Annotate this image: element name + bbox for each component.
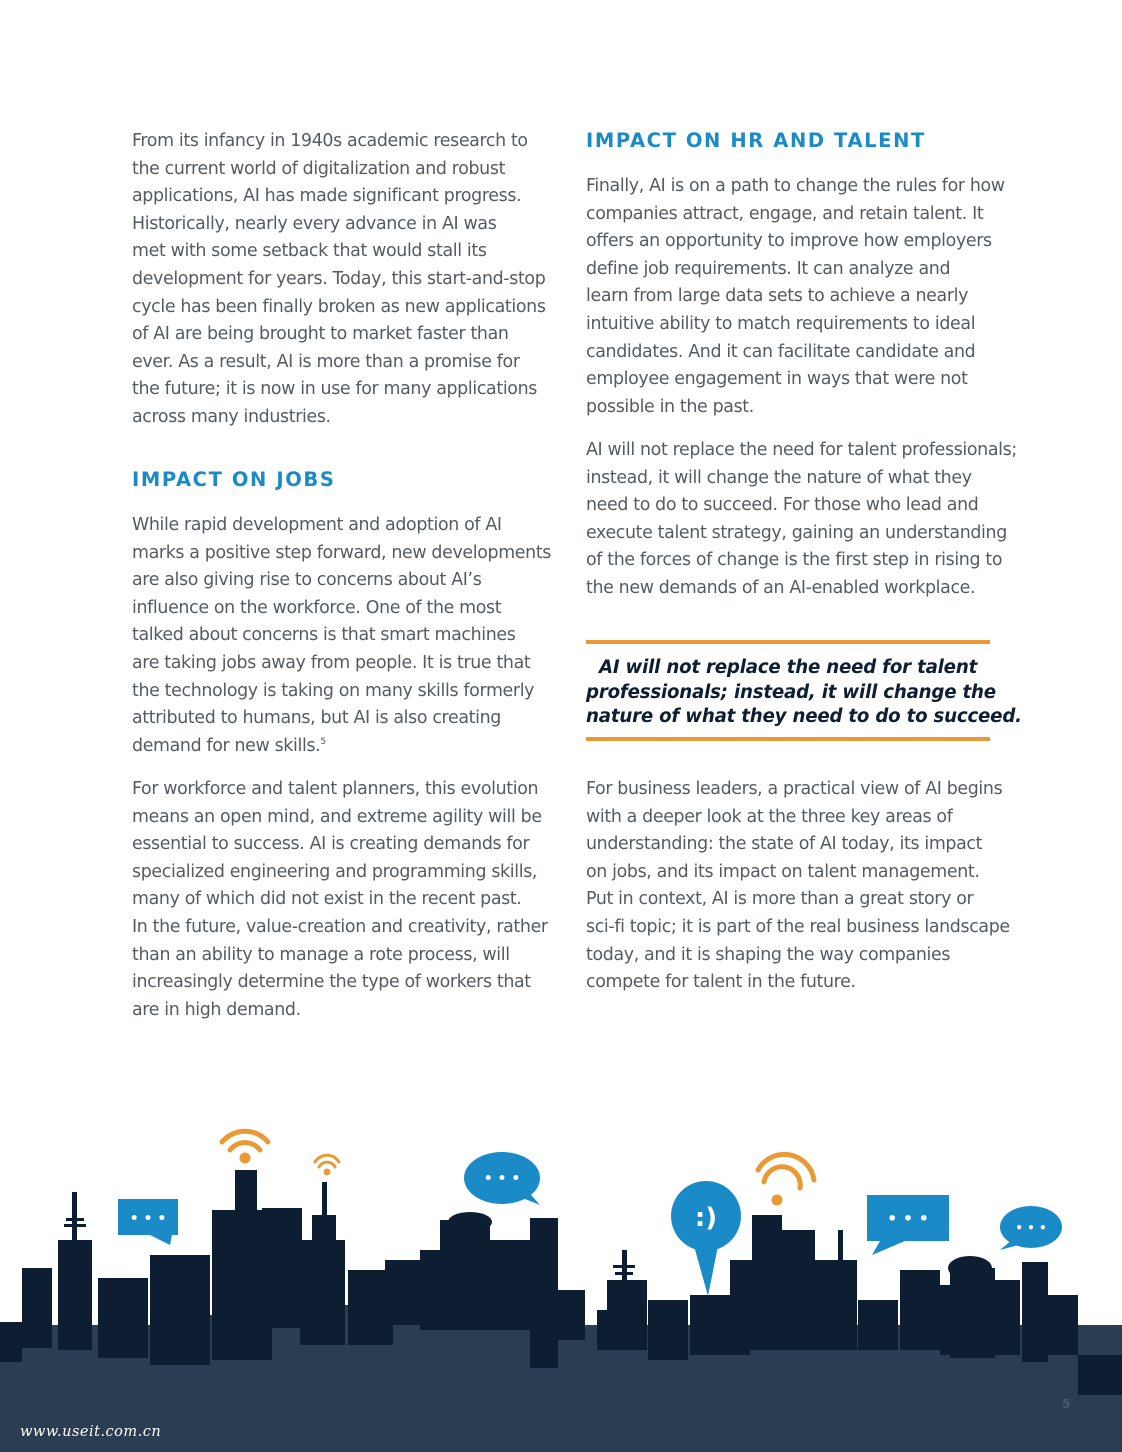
intro-paragraph xyxy=(132,128,552,432)
text-line: professionals; instead, it will change the xyxy=(586,681,996,703)
text-line: applications, AI has made significant progress. xyxy=(132,186,522,207)
text-line: compete for talent in the future. xyxy=(586,972,856,993)
chat-bubble-icon xyxy=(464,1152,540,1205)
text-line: are in high demand. xyxy=(132,999,301,1020)
text-line: essential to success. AI is creating demands for xyxy=(132,834,530,855)
page-number: 5 xyxy=(1062,1397,1071,1411)
text-line: While rapid development and adoption of AI xyxy=(132,515,502,535)
text-line: define job requirements. It can analyze and xyxy=(586,258,951,279)
text-line: cycle has been finally broken as new applications xyxy=(132,296,546,317)
wifi-icon xyxy=(758,1154,814,1203)
text-line: understanding: the state of AI today, its impact xyxy=(586,834,983,855)
chat-bubble-icon xyxy=(118,1199,178,1245)
text-line: AI will not replace the need for talent professionals; xyxy=(586,440,1017,460)
text-line: In the future, value-creation and creativity, rather xyxy=(132,916,548,937)
text-line: ever. As a result, AI is more than a promise for xyxy=(132,351,520,372)
text-line: than an ability to manage a rote process, will xyxy=(132,944,510,965)
text-line: AI will not replace the need for talent xyxy=(598,657,978,678)
text-line: nature of what they need to do to succeed. xyxy=(586,706,1022,728)
text-line: For business leaders, a practical view of AI begins xyxy=(586,779,1003,799)
smiley-face: :) xyxy=(694,1203,718,1233)
text-line xyxy=(132,733,552,761)
text-line: need to do to succeed. For those who lead and xyxy=(586,495,979,516)
text-line: with a deeper look at the three key areas of xyxy=(586,806,953,827)
text-line: offers an opportunity to improve how employers xyxy=(586,231,992,252)
text-fragment: demand for new skills. xyxy=(132,735,321,756)
text-line: of the forces of change is the first step in rising to xyxy=(586,550,1003,571)
text-line: attributed to humans, but AI is also creating xyxy=(132,708,501,729)
text-line: Finally, AI is on a path to change the rules for how xyxy=(586,176,1005,196)
text-line: met with some setback that would stall its xyxy=(132,241,487,262)
text-line: marks a positive step forward, new developments xyxy=(132,542,552,563)
text-line: Historically, nearly every advance in AI was xyxy=(132,213,497,234)
text-line: today, and it is shaping the way companies xyxy=(586,944,951,965)
text-line: the new demands of an AI-enabled workplace. xyxy=(586,577,976,598)
bubble-dots: • • • xyxy=(887,1209,929,1228)
jobs-paragraph-2 xyxy=(132,776,552,1024)
text-line: For workforce and talent planners, this evolution xyxy=(132,779,539,799)
text-line: development for years. Today, this start-and-stop xyxy=(132,268,546,289)
text-line: across many industries. xyxy=(132,406,331,427)
text-line: companies attract, engage, and retain talent. It xyxy=(586,203,984,224)
text-line: execute talent strategy, gaining an understanding xyxy=(586,522,1007,543)
text-line: the future; it is now in use for many applications xyxy=(132,379,537,400)
bubble-dots: • • • xyxy=(129,1211,167,1227)
text-line: intuitive ability to match requirements to ideal xyxy=(586,313,976,334)
jobs-paragraph-1 xyxy=(132,512,552,760)
impact-on-jobs-heading: IMPACT ON JOBS xyxy=(132,468,336,491)
hr-paragraph-1 xyxy=(586,173,1006,421)
text-line: of AI are being brought to market faster than xyxy=(132,324,509,345)
text-line: learn from large data sets to achieve a nearly xyxy=(586,286,969,307)
hr-paragraph-2 xyxy=(586,437,1017,603)
wifi-icon xyxy=(222,1131,268,1161)
text-line: From its infancy in 1940s academic research to xyxy=(132,131,528,151)
bubble-dots: • • • xyxy=(483,1171,521,1187)
text-line: Put in context, AI is more than a great story or xyxy=(586,889,974,910)
text-line: possible in the past. xyxy=(586,396,754,417)
city-skyline-illustration xyxy=(0,1100,1122,1452)
text-line: increasingly determine the type of workers that xyxy=(132,972,531,993)
text-line: the current world of digitalization and robust xyxy=(132,158,506,179)
pull-quote xyxy=(586,640,1022,741)
wifi-icon xyxy=(315,1155,339,1174)
pull-quote-text xyxy=(586,656,1022,730)
text-line: specialized engineering and programming skills, xyxy=(132,861,538,882)
closing-paragraph xyxy=(586,776,1010,997)
watermark-url: www.useit.com.cn xyxy=(20,1424,162,1440)
text-line: sci-fi topic; it is part of the real business landscape xyxy=(586,916,1010,937)
text-line: employee engagement in ways that were not xyxy=(586,369,968,390)
text-line: are taking jobs away from people. It is true that xyxy=(132,652,531,673)
text-line: talked about concerns is that smart machines xyxy=(132,625,516,646)
text-line: instead, it will change the nature of what they xyxy=(586,467,972,488)
text-line: the technology is taking on many skills formerly xyxy=(132,680,535,701)
impact-on-hr-heading: IMPACT ON HR AND TALENT xyxy=(586,129,926,152)
text-line: means an open mind, and extreme agility will be xyxy=(132,806,542,827)
text-line: many of which did not exist in the recent past. xyxy=(132,889,522,910)
text-line: influence on the workforce. One of the most xyxy=(132,597,502,618)
bubble-dots: • • • xyxy=(1015,1221,1047,1235)
footnote-reference: 5 xyxy=(320,736,326,747)
chat-bubble-icon xyxy=(867,1195,949,1255)
text-line: on jobs, and its impact on talent management. xyxy=(586,861,980,882)
text-line: are also giving rise to concerns about AI’s xyxy=(132,570,482,591)
text-line: candidates. And it can facilitate candidate and xyxy=(586,341,976,362)
chat-bubble-icon xyxy=(1000,1206,1062,1250)
